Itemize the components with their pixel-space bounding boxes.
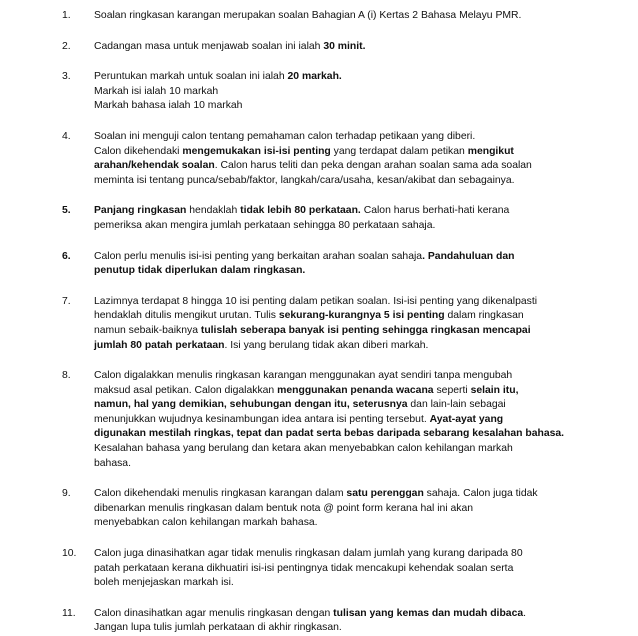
- item-text-line: [94, 576, 598, 591]
- body-text: . Calon harus teliti dan peka dengan arahan soalan sama ada soalan: [214, 160, 532, 172]
- list-item: [62, 369, 598, 471]
- item-text-line: [94, 369, 598, 384]
- emphasis-text: tidak lebih 80 perkataan.: [240, 205, 361, 217]
- body-text: Peruntukan markah untuk soalan ini ialah: [94, 71, 288, 83]
- body-text: Calon juga dinasihatkan agar tidak menulis ringkasan dalam jumlah yang kurang daripada 80: [94, 548, 523, 560]
- item-text-line: [94, 621, 598, 636]
- item-text-line: [94, 40, 598, 55]
- item-number: 11.: [62, 607, 76, 619]
- item-number: 2.: [62, 40, 71, 52]
- list-item: [62, 130, 598, 188]
- list-item: [62, 204, 598, 233]
- item-text-line: [94, 295, 598, 310]
- item-text-line: [94, 174, 598, 189]
- body-text: Calon perlu menulis isi-isi penting yang berkaitan arahan soalan sahaja: [94, 250, 423, 262]
- item-text-line: [94, 413, 598, 428]
- body-text: Kesalahan bahasa yang berulang dan ketara akan menyebabkan calon kehilangan markah: [94, 443, 513, 455]
- emphasis-text: selain itu,: [470, 384, 519, 396]
- body-text: meminta isi tentang punca/sebab/faktor, langkah/cara/usaha, kesan/akibat dan sebagainya.: [94, 174, 515, 186]
- list-item: [62, 9, 598, 24]
- body-text: Soalan ringkasan karangan merupakan soalan Bahagian A (i) Kertas 2 Bahasa Melayu PMR.: [94, 10, 522, 21]
- item-number: 1.: [62, 10, 71, 21]
- item-text-line: [94, 607, 598, 622]
- item-text-line: [94, 339, 598, 354]
- emphasis-text: Panjang ringkasan: [94, 205, 187, 217]
- emphasis-text: tulislah seberapa banyak isi penting sehingga ringkasan mencapai: [200, 324, 531, 336]
- emphasis-text: Ayat-ayat yang: [429, 413, 504, 425]
- emphasis-text: 30 minit.: [323, 40, 366, 52]
- body-text: .: [523, 607, 527, 619]
- emphasis-text: 20 markah.: [287, 71, 342, 83]
- list-item: [62, 70, 598, 114]
- item-text-line: [94, 159, 598, 174]
- body-text: Soalan ini menguji calon tentang pemahaman calon terhadap petikaan yang diberi.: [94, 130, 476, 142]
- body-text: Markah isi ialah 10 markah: [94, 85, 219, 97]
- list-item: [62, 487, 598, 531]
- body-text: yang terdapat dalam petikan: [330, 145, 468, 157]
- body-text: . Isi yang berulang tidak akan diberi markah.: [224, 339, 429, 351]
- body-text: dan lain-lain sebagai: [407, 399, 506, 411]
- item-text-line: [94, 250, 598, 265]
- body-text: Jangan lupa tulis jumlah perkataan di akhir ringkasan.: [94, 622, 342, 634]
- list-item: [62, 607, 598, 636]
- instruction-list: [62, 9, 598, 636]
- body-text: boleh menjejaskan markah isi.: [94, 577, 234, 589]
- item-text-line: [94, 562, 598, 577]
- item-text-line: [94, 264, 598, 279]
- body-text: dalam ringkasan: [444, 310, 524, 322]
- emphasis-text: digunakan mestilah ringkas, tepat dan padat serta bebas daripada sebarang kesalahan bahasa.: [94, 428, 565, 440]
- body-text: Calon digalakkan menulis ringkasan karangan menggunakan ayat sendiri tanpa mengubah: [94, 370, 513, 382]
- body-text: dibenarkan menulis ringkasan dalam bentuk nota @ point form kerana hal ini akan: [94, 502, 474, 514]
- body-text: pemeriksa akan mengira jumlah perkataan sehingga 80 perkataan sahaja.: [94, 219, 436, 231]
- item-text-line: [94, 204, 598, 219]
- item-number: 7.: [62, 295, 71, 307]
- item-text-line: [94, 99, 598, 114]
- item-text-line: [94, 457, 598, 472]
- list-item: [62, 40, 598, 55]
- item-number: 5.: [62, 205, 71, 217]
- body-text: bahasa.: [94, 457, 131, 469]
- item-number: 8.: [62, 370, 71, 382]
- body-text: hendaklah ditulis mengikut urutan. Tulis: [94, 310, 279, 322]
- item-text-line: [94, 219, 598, 234]
- item-text-line: [94, 145, 598, 160]
- list-item: [62, 547, 598, 591]
- list-item: [62, 250, 598, 279]
- emphasis-text: mengemukakan isi-isi penting: [182, 145, 331, 157]
- body-text: Calon dinasihatkan agar menulis ringkasan dengan: [94, 607, 334, 619]
- body-text: namun sebaik-baiknya: [94, 324, 201, 336]
- body-text: maksud asal petikan. Calon digalakkan: [94, 384, 278, 396]
- emphasis-text: penutup tidak diperlukan dalam ringkasan.: [94, 265, 306, 277]
- body-text: patah perkataan kerana dikhuatiri isi-isi pentingnya tidak mencakupi kehendak soalan serta: [94, 562, 514, 574]
- emphasis-text: jumlah 80 patah perkataan: [94, 339, 225, 351]
- item-number: 4.: [62, 130, 71, 142]
- body-text: Calon dikehendaki: [94, 145, 183, 157]
- item-number: 3.: [62, 71, 71, 83]
- item-text-line: [94, 427, 598, 442]
- item-number: 6.: [62, 250, 71, 262]
- emphasis-text: menggunakan penanda wacana: [277, 384, 434, 396]
- emphasis-text: tulisan yang kemas dan mudah dibaca: [333, 607, 524, 619]
- item-text-line: [94, 85, 598, 100]
- item-text-line: [94, 502, 598, 517]
- item-text-line: [94, 547, 598, 562]
- body-text: menyebabkan calon kehilangan markah bahasa.: [94, 517, 318, 529]
- item-text-line: [94, 487, 598, 502]
- item-text-line: [94, 70, 598, 85]
- item-text-line: [94, 398, 598, 413]
- item-text-line: [94, 324, 598, 339]
- item-text-line: [94, 384, 598, 399]
- body-text: menunjukkan wujudnya kesinambungan idea antara isi penting tersebut.: [94, 413, 430, 425]
- item-number: 9.: [62, 488, 71, 500]
- body-text: Calon dikehendaki menulis ringkasan karangan dalam: [94, 488, 347, 500]
- item-text-line: [94, 130, 598, 145]
- body-text: Lazimnya terdapat 8 hingga 10 isi penting dalam petikan soalan. Isi-isi penting yang dikenalpasti: [94, 295, 538, 307]
- body-text: Markah bahasa ialah 10 markah: [94, 100, 243, 112]
- body-text: Cadangan masa untuk menjawab soalan ini ialah: [94, 40, 324, 52]
- emphasis-text: arahan/kehendak soalan: [94, 160, 215, 172]
- emphasis-text: satu perenggan: [346, 488, 424, 500]
- item-number: 10.: [62, 548, 77, 560]
- body-text: seperti: [433, 384, 471, 396]
- body-text: hendaklah: [186, 205, 241, 217]
- list-item: [62, 295, 598, 353]
- item-text-line: [94, 309, 598, 324]
- item-text-line: [94, 9, 598, 24]
- item-text-line: [94, 442, 598, 457]
- emphasis-text: namun, hal yang demikian, sehubungan dengan itu, seterusnya: [94, 399, 408, 411]
- item-text-line: [94, 516, 598, 531]
- emphasis-text: mengikut: [467, 145, 514, 157]
- body-text: sahaja. Calon juga tidak: [423, 488, 538, 500]
- emphasis-text: sekurang-kurangnya 5 isi penting: [278, 310, 445, 322]
- emphasis-text: . Pandahuluan dan: [422, 250, 515, 262]
- body-text: Calon harus berhati-hati kerana: [360, 205, 510, 217]
